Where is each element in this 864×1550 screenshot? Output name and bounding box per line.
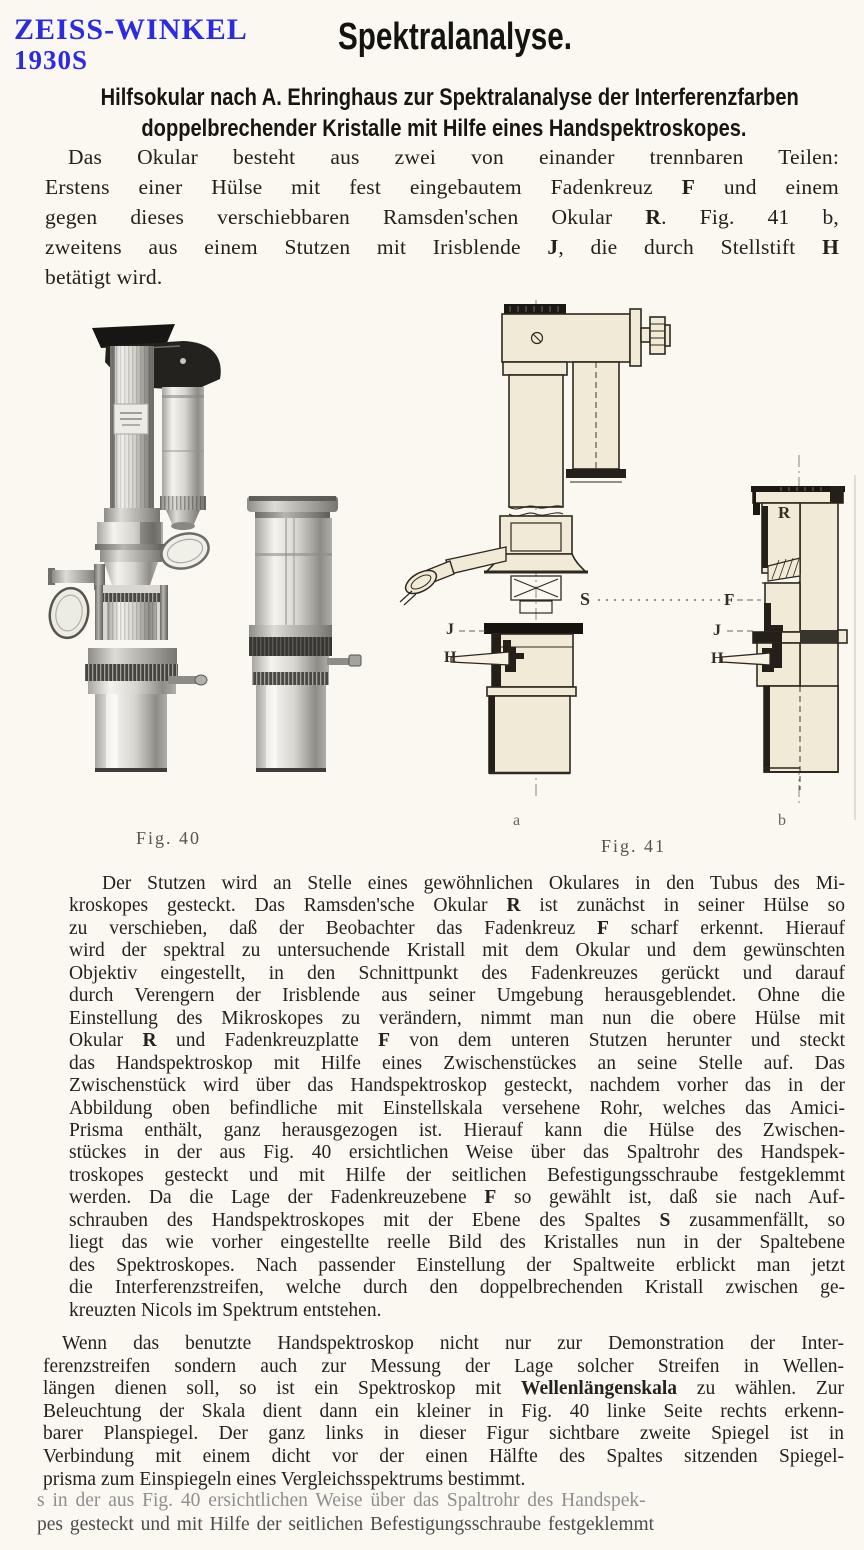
text-line: Verbindung mit einem dicht vor der einen Hälfte des Spaltes sitzenden Spiegel- — [43, 1445, 844, 1467]
text-line: Der Stutzen wird an Stelle eines gewöhnlichen Okulares in den Tubus des Mi- — [102, 873, 845, 894]
text-line: Einstellung des Mikroskopes zu verändern, nimmt man nun die obere Hülse mit — [69, 1007, 845, 1029]
right-mirror — [157, 528, 213, 574]
text-line: liegt das wie vorher eingestellte reelle Bild des Kristalles nun in der Spaltebene — [69, 1232, 845, 1254]
text-line: Erstens einer Hülse mit fest eingebautem Fadenkreuz F und einem — [45, 175, 839, 199]
subtitle-line2: doppelbrechender Kristalle mit Hilfe eines Handspektroskopes. — [141, 115, 747, 142]
left-mirror — [46, 585, 92, 641]
text-line: Beleuchtung der Skala dient dann ein kleiner in Fig. 40 linke Seite rechts erkenn- — [43, 1400, 844, 1422]
fig40-caption: Fig. 40 — [136, 828, 202, 848]
text-line: Das Okular besteht aus zwei von einander trennbaren Teilen: — [68, 145, 839, 169]
text-line: längen dienen soll, so ist ein Spektroskop mit Wellenlängenskala zu wählen. Zur — [43, 1378, 845, 1400]
text-line: barer Planspiegel. Der ganz links in dieser Figur sichtbare zweite Spiegel ist in — [43, 1423, 844, 1445]
fig40-left-instrument — [46, 324, 221, 772]
text-line: Objektiv eingestellt, in den Schnittpunkt des Fadenkreuzes gerückt und darauf — [69, 962, 845, 984]
closing-paragraph — [43, 1333, 844, 1491]
text-line: wird der spektral zu untersuchende Kristall mit dem Okular und dem gewünschten — [69, 940, 845, 962]
text-line: Abbildung oben befindliche mit Einstellskala versehene Rohr, welches das Amici- — [69, 1097, 845, 1119]
text-line: schrauben des Handspektroskopes mit der Ebene des Spaltes S zusammenfällt, so — [69, 1209, 845, 1231]
text-line: Okular R und Fadenkreuzplatte F von dem unteren Stutzen herunter und steckt — [69, 1030, 845, 1052]
figures-illustration — [0, 300, 864, 860]
brand-line2: 1930S — [14, 44, 89, 75]
label-slit-S: S — [580, 589, 591, 609]
clamp-screw — [168, 676, 198, 684]
brand-line1: ZEISS-WINKEL — [14, 13, 248, 46]
text-line: die Interferenzstreifen, welche durch den doppelbrechenden Kristall zwischen ge- — [69, 1277, 845, 1299]
subtitle-block — [0, 84, 864, 146]
fig41-caption: Fig. 41 — [601, 836, 667, 856]
subtitle-line1: Hilfsokular nach A. Ehringhaus zur Spektralanalyse der Interferenzfarben — [100, 84, 799, 111]
text-line: durch Verengern der Irisblende aus seiner Umgebung herausgeblendet. Ohne die — [69, 985, 845, 1007]
text-line: troskopes gesteckt und mit Hilfe der seitlichen Befestigungsschraube festgeklemmt — [69, 1164, 845, 1186]
scan-artifact-line: s in der aus Fig. 40 ersichtlichen Weise über das Spaltrohr des Handspek- — [37, 1490, 646, 1511]
text-line: prisma zum Einspiegeln eines Vergleichsspektrums bestimmt. — [43, 1468, 526, 1490]
text-line: werden. Da die Lage der Fadenkreuzebene F so gewählt ist, daß sie nach Auf- — [69, 1187, 845, 1209]
fig40-right-instrument — [247, 496, 361, 772]
fig41-sublabel-b: b — [778, 812, 786, 829]
fig41-sublabel-a: a — [513, 812, 521, 829]
page-title: Spektralanalyse. — [338, 16, 572, 58]
clamp-screw — [327, 658, 349, 665]
text-line: Zwischenstück wird über das Handspektroskop gesteckt, nachdem vorher das in der — [69, 1075, 845, 1097]
text-line: des Spektroskopes. Nach passender Einstellung der Spaltweite erblickt man jetzt — [69, 1254, 845, 1276]
text-line: kreuzten Nicols im Spektrum entstehen. — [69, 1299, 382, 1321]
text-line: zu verschieben, daß der Beobachter das Fadenkreuz F scharf erkennt. Hierauf — [69, 917, 846, 939]
text-line: ferenzstreifen sondern auch zur Messung der Lage solcher Streifen in Wellen- — [43, 1355, 844, 1377]
fig41-drawing-a — [400, 300, 722, 797]
figure-area — [0, 300, 864, 860]
text-line: gegen dieses verschiebbaren Ramsden'schen Okular R. Fig. 41 b, — [45, 205, 839, 229]
main-paragraph — [69, 873, 845, 1322]
label-iris-J-right: J — [713, 622, 721, 639]
label-okular-R: R — [778, 503, 791, 522]
label-iris-J-left: J — [446, 621, 454, 638]
scan-artifact-line: pes gesteckt und mit Hilfe der seitlichen Befestigungsschraube festgeklemmt — [37, 1514, 655, 1535]
label-fadenkreuz-F: F — [724, 590, 735, 609]
title-block — [0, 13, 864, 59]
text-line: betätigt wird. — [45, 265, 163, 289]
label-stellstift-H-left: H — [444, 649, 457, 666]
label-stellstift-H-right: H — [711, 650, 724, 667]
intro-paragraph — [45, 142, 839, 292]
text-line: das Handspektroskop mit Hilfe eines Zwischenstückes an seine Stelle auf. Das — [69, 1052, 845, 1074]
stellstift-pin — [722, 653, 770, 665]
text-line: kroskopes gesteckt. Das Ramsden'sche Okular R ist zunächst in seiner Hülse so — [69, 895, 845, 917]
text-line: Wenn das benutzte Handspektroskop nicht nur zur Demonstration der Inter- — [62, 1333, 844, 1354]
text-line: stückes in der aus Fig. 40 ersichtlichen Weise über das Spaltrohr des Handspek- — [69, 1142, 845, 1164]
text-line: Prisma enthält, ganz herausgezogen ist. Hierauf kann die Hülse des Zwischen- — [69, 1119, 845, 1141]
text-line: zweitens aus einem Stutzen mit Irisblende J, die durch Stellstift H — [45, 235, 839, 259]
scan-artifact-block — [37, 1490, 787, 1536]
stellstift-pin — [451, 652, 509, 665]
